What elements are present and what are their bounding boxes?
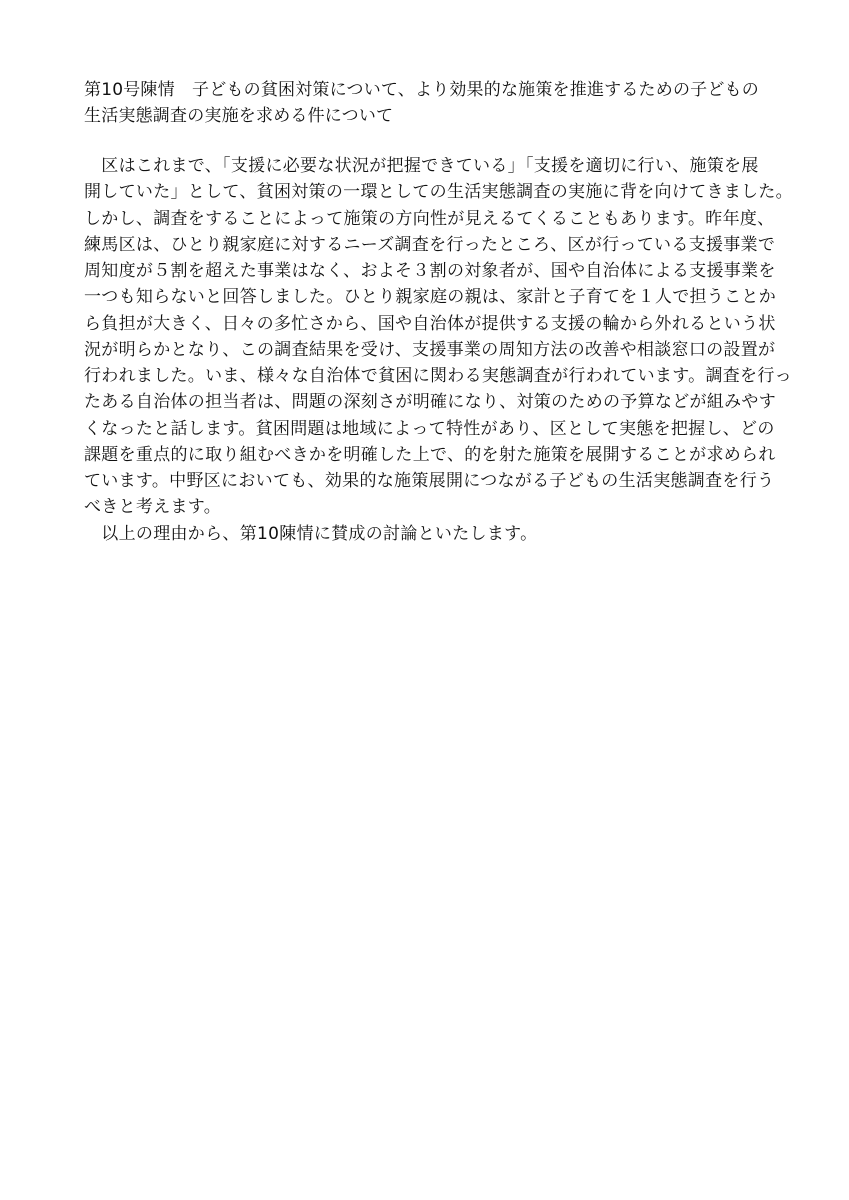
body-line: 練馬区は、ひとり親家庭に対するニーズ調査を行ったところ、区が行っている支援事業で [84,234,776,255]
body-line: たある自治体の担当者は、問題の深刻さが明確になり、対策のための予算などが組みやす [84,392,776,413]
body-line: 課題を重点的に取り組むべきかを明確した上で、的を射た施策を展開することが求められ [84,444,776,465]
title-line: 第10号陳情 子どもの貧困対策について、より効果的な施策を推進するための子どもの [84,80,759,100]
document-title [84,77,774,129]
body-line: 一つも知らないと回答しました。ひとり親家庭の親は、家計と子育てを１人で担うことか [84,287,776,308]
body-line: 行われました。いま、様々な自治体で貧困に関わる実態調査が行われています。調査を行っ [84,366,792,386]
title-line: 生活実態調査の実施を求める件について [84,106,394,126]
body-line: 開していた」として、貧困対策の一環としての生活実態調査の実施に背を向けてきました。 [84,182,793,203]
document-body [84,153,793,547]
body-line: くなったと話します。貧困問題は地域によって特性があり、区として実態を把握し、どの [84,418,775,439]
body-line: べきと考えます。 [84,497,222,518]
body-line: 周知度が５割を超えた事業はなく、およそ３割の対象者が、国や自治体による支援事業を [84,261,776,281]
body-line: 区はこれまで、「支援に必要な状況が把握できている」「支援を適切に行い、施策を展 [84,156,759,176]
body-line: しかし、調査をすることによって施策の方向性が見えるてくることもあります。昨年度、 [84,208,775,229]
body-line: ら負担が大きく、日々の多忙さから、国や自治体が提供する支援の輪から外れるという状 [84,313,776,334]
body-line: 況が明らかとなり、この調査結果を受け、支援事業の周知方法の改善や相談窓口の設置が [84,339,776,360]
body-line: ています。中野区においても、効果的な施策展開につながる子どもの生活実態調査を行う [84,471,775,491]
closing-line: 以上の理由から、第10陳情に賛成の討論といたします。 [84,523,538,544]
